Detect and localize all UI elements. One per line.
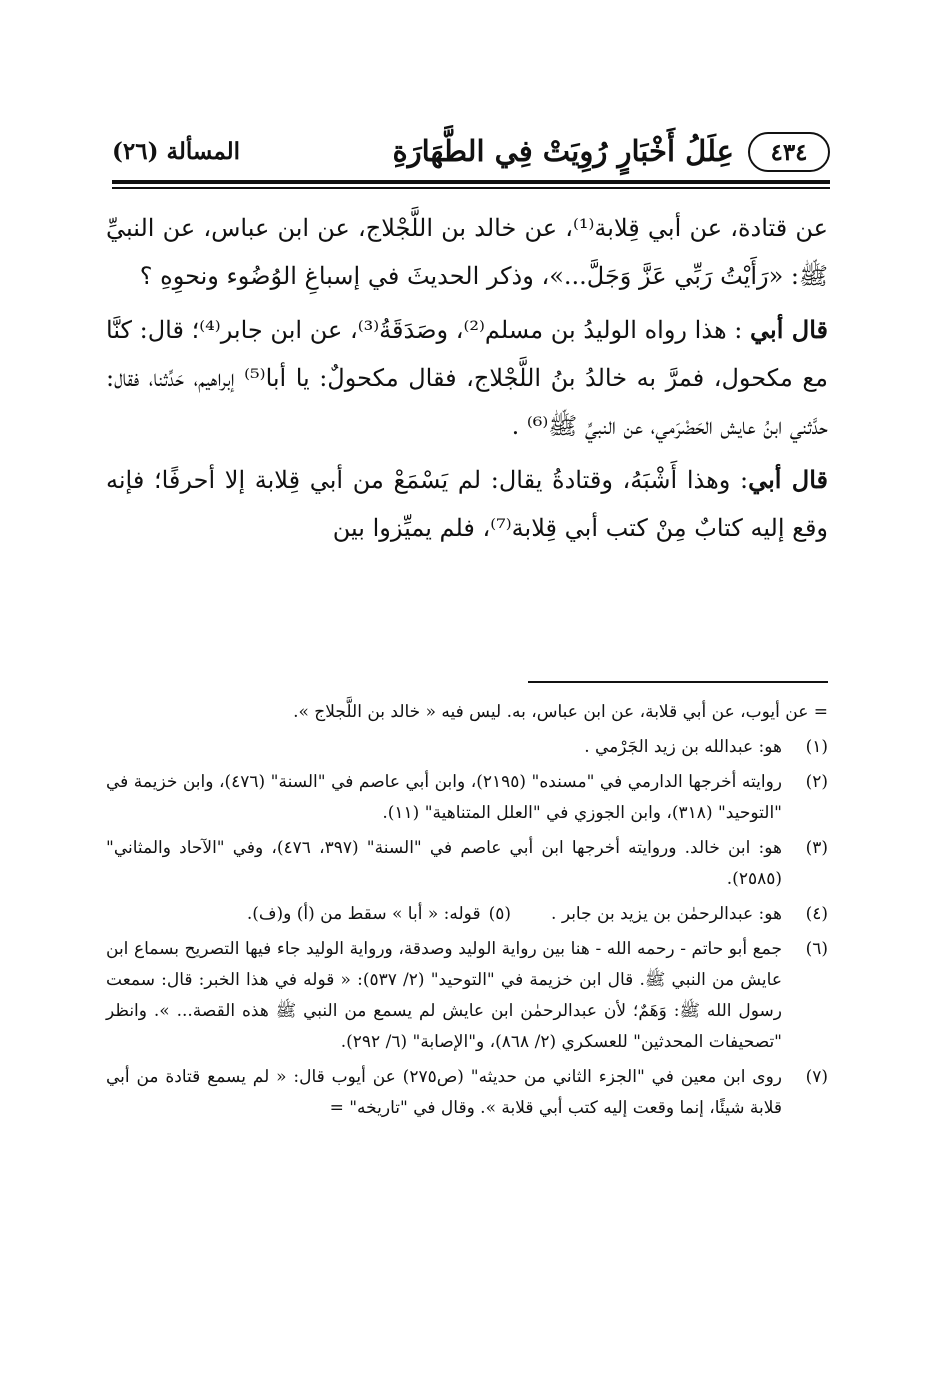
footnote-separator — [528, 681, 828, 683]
footnote-text: هو: عبدالله بن زيد الجَرْمي . — [584, 737, 782, 757]
footnote — [106, 934, 828, 1058]
footnote-text: قوله: « أبا » سقط من (أ) و(ف). — [246, 904, 481, 924]
footnote — [106, 767, 828, 829]
footnote — [106, 1062, 828, 1124]
footnote-number: (٧) — [805, 1067, 828, 1087]
paragraph-text: : هذا رواه الوليدُ بن مسلم⁽²⁾، وصَدَقَةُ⁽³⁾، عن ابن جابر⁽⁴⁾؛ قال: كنَّا مع مكحول، فمرَّ به خالدُ بنُ اللَّجْلاج، فقال مكحولٌ: يا أبا⁽⁵⁾ إبراهيم، حَدِّثنا، فقال: حدَّثني ابنُ عايش الحَضْرَمي، عن النبيِّ ﷺ⁽⁶⁾ . — [106, 316, 829, 440]
footnote-text: روايته أخرجها الدارمي في "مسنده" (٢١٩٥)، وابن أبي عاصم في "السنة" (٤٧٦)، وابن خزيمة في "التوحيد" (٣١٨)، وابن الجوزي في "العلل المتناهية" (١١). — [106, 772, 783, 823]
footnote-number: (٦) — [805, 939, 828, 959]
running-header — [112, 132, 830, 178]
footnote-number: (٢) — [805, 772, 828, 792]
footnote — [106, 833, 828, 895]
paragraph-text: : وهذا أَشْبَهُ، وقتادةُ يقال: لم يَسْمَعْ من أبي قِلابة إلا أحرفًا؛ فإنه وقع إليه كتابٌ مِنْ كتب أبي قِلابة⁽⁷⁾، فلم يميِّزوا بين — [106, 466, 828, 542]
paragraph-lead: قال أبي — [748, 465, 828, 494]
footnote-number: (٤) — [805, 904, 828, 924]
paragraph-lead: قال أبي — [750, 315, 829, 344]
footnote-text: روى ابن معين في "الجزء الثاني من حديثه" (ص٢٧٥) عن أيوب قال: « لم يسمع قتادة من أبي قلابة شيئًا، إنما وقعت إليه كتب أبي قلابة ». وقال في "تاريخه" = — [106, 1067, 783, 1118]
main-text — [106, 204, 828, 558]
page-number-badge: ٤٣٤ — [748, 132, 830, 172]
paragraph — [106, 306, 828, 450]
paragraph — [106, 456, 828, 552]
footnote-pair — [106, 899, 828, 930]
paragraph — [106, 204, 828, 300]
footnote-text: جمع أبو حاتم - رحمه الله - هنا بين رواية الوليد وصدقة، ورواية الوليد جاء فيها التصريح بسماع ابن عايش من النبي ﷺ. قال ابن خزيمة في "التوحيد" (٢/ ٥٣٧): « قوله في هذا الخبر: قال: سمعت رسول الله ﷺ: وَهَمٌ؛ لأن عبدالرحمٰن ابن عايش لم يسمع من النبي ﷺ هذه القصة... ». وانظر "تصحيفات المحدثين" للعسكري (٢/ ٨٦٨)، و"الإصابة" (٦/ ٢٩٢). — [106, 939, 782, 1052]
book-title: عِلَلُ أَخْبَارٍ رُوِيَتْ فِي الطَّهَارَةِ — [392, 134, 734, 168]
paragraph-text: عن قتادة، عن أبي قِلابة⁽¹⁾، عن خالد بن اللَّجْلاج، عن ابن عباس، عن النبيِّ ﷺ: «رَأَيْتُ رَبِّي عَزَّ وَجَلَّ...»، وذكر الحديثَ في إسباغِ الوُضُوء ونحوِهِ ؟ — [106, 214, 828, 290]
issue-title: المسألة (٢٦) — [112, 138, 241, 165]
footnote-text: هو: عبدالرحمٰن بن يزيد بن جابر . — [551, 904, 782, 924]
footnote-text: هو: ابن خالد. وروايته أخرجها ابن أبي عاصم في "السنة" (٣٩٧، ٤٧٦)، وفي "الآحاد والمثاني" (٢٥٨٥). — [106, 838, 782, 889]
header-rule-thin — [112, 187, 830, 189]
footnote — [106, 732, 828, 763]
footnote-continuation: = عن أيوب، عن أبي قلابة، عن ابن عباس، به. ليس فيه « خالد بن اللَّجلاج ». — [293, 702, 828, 722]
footnotes — [106, 697, 828, 1128]
header-rule-thick — [112, 180, 830, 184]
footnote-number: (١) — [805, 737, 828, 757]
footnote-number: (٣) — [805, 838, 828, 858]
footnote-number: (٥) — [488, 904, 512, 924]
